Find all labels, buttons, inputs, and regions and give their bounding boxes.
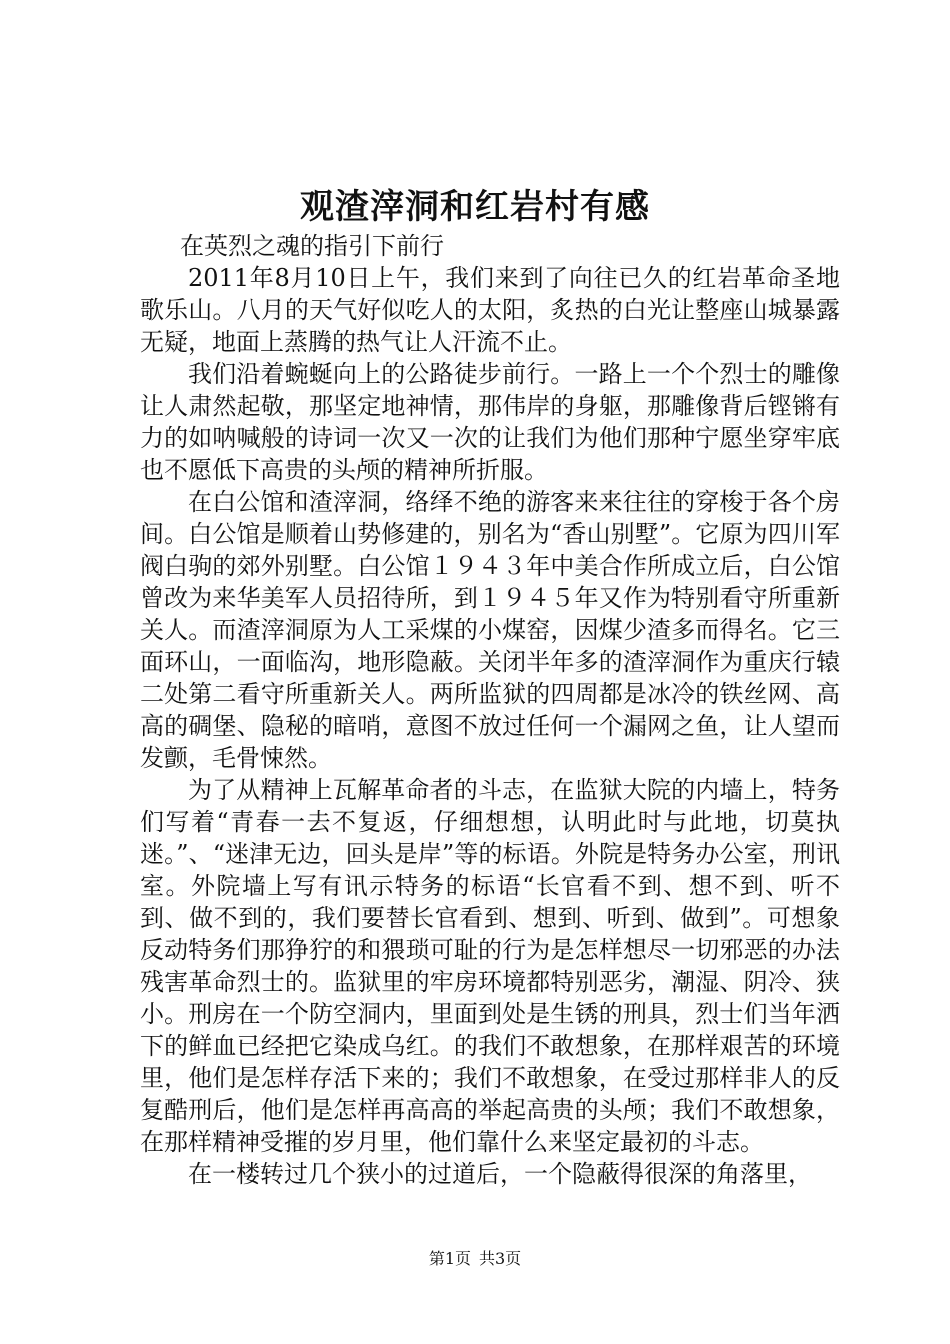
document-title: 观渣滓洞和红岩村有感 (300, 187, 650, 227)
page-total: 共3页 (479, 1249, 522, 1268)
paragraph-4: 为了从精神上瓦解革命者的斗志，在监狱大院的内墙上，特务们写着“青春一去不复返，仔细想想，认明此时与此地，切莫执迷。”、“迷津无边，回头是岸”等的标语。外院是特务办公室，刑讯室。外院墙上写有讯示特务的标语“长官看不到、想不到、听不到、做不到的，我们要替长官看到、想到、听到、做到”。可想象反动特务们那狰狞的和猥琐可耻的行为是怎样想尽一切邪恶的办法残害革命烈士的。监狱里的牢房环境都特别恶劣，潮湿、阴冷、狭小。刑房在一个防空洞内，里面到处是生锈的刑具，烈士们当年洒下的鲜血已经把它染成乌红。的我们不敢想象，在那样艰苦的环境里，他们是怎样存活下来的；我们不敢想象，在受过那样非人的反复酷刑后，他们是怎样再高高的举起高贵的头颅；我们不敢想象，在那样精神受摧的岁月里，他们靠什么来坚定最初的斗志。 (140, 776, 840, 1156)
paragraph-5: 在一楼转过几个狭小的过道后，一个隐蔽得很深的角落里， (188, 1160, 812, 1188)
page-number: 第1页 (428, 1249, 471, 1268)
document-subtitle: 在英烈之魂的指引下前行 (180, 232, 444, 260)
page-footer (0, 1248, 950, 1270)
document-body (140, 230, 840, 1190)
paragraph-2: 我们沿着蜿蜒向上的公路徒步前行。一路上一个个烈士的雕像让人肃然起敬，那坚定地神情，那伟岸的身躯，那雕像背后铿锵有力的如呐喊般的诗词一次又一次的让我们为他们那种宁愿坐穿牢底也不愿低下高贵的头颅的精神所折服。 (140, 360, 840, 484)
paragraph-3: 在白公馆和渣滓洞，络绎不绝的游客来来往往的穿梭于各个房间。白公馆是顺着山势修建的，别名为“香山别墅”。它原为四川军阀白驹的郊外别墅。白公馆１９４３年中美合作所成立后，白公馆曾改为来华美军人员招待所，到１９４５年又作为特别看守所重新关人。而渣滓洞原为人工采煤的小煤窑，因煤少渣多而得名。它三面环山，一面临沟，地形隐蔽。关闭半年多的渣滓洞作为重庆行辕二处第二看守所重新关人。两所监狱的四周都是冰冷的铁丝网、高高的碉堡、隐秘的暗哨，意图不放过任何一个漏网之鱼，让人望而发颤，毛骨悚然。 (140, 488, 840, 772)
paragraph-1: 2011年8月10日上午，我们来到了向往已久的红岩革命圣地歌乐山。八月的天气好似吃人的太阳，炙热的白光让整座山城暴露无疑，地面上蒸腾的热气让人汗流不止。 (140, 264, 840, 356)
